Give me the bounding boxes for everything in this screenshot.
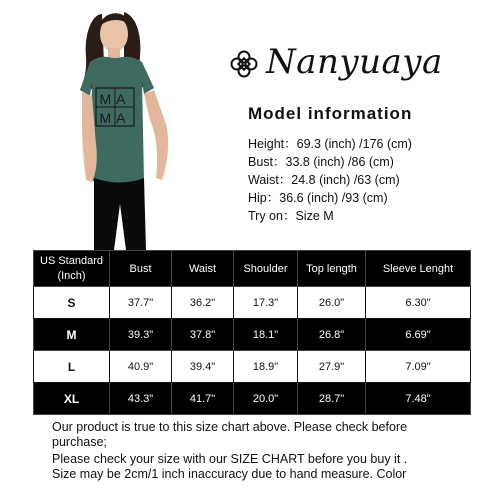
size-label: S xyxy=(34,287,110,319)
table-cell: 7.09" xyxy=(366,351,471,383)
table-cell: 36.2" xyxy=(172,287,234,319)
table-cell: 39.4" xyxy=(172,351,234,383)
table-cell: 18.1" xyxy=(234,319,298,351)
table-cell: 28.7" xyxy=(298,383,366,415)
table-cell: 26.8" xyxy=(298,319,366,351)
size-note xyxy=(52,420,492,482)
model-pants xyxy=(94,178,146,250)
brand-name: Nanyuaya xyxy=(266,42,443,82)
table-row xyxy=(34,319,471,351)
shirt-print-line1: MA xyxy=(99,91,131,107)
table-cell: 17.3" xyxy=(234,287,298,319)
table-cell: 7.48" xyxy=(366,383,471,415)
note-line: Our product is true to this size chart above. Please check before xyxy=(52,420,408,434)
table-cell: 37.8" xyxy=(172,319,234,351)
table-cell: 26.0" xyxy=(298,287,366,319)
table-row xyxy=(34,383,471,415)
size-label: L xyxy=(34,351,110,383)
table-cell: 6.69" xyxy=(366,319,471,351)
model-waist: Waist：24.8 (inch) /63 (cm) xyxy=(248,173,400,187)
header-bust: Bust xyxy=(110,251,172,287)
table-cell: 20.0" xyxy=(234,383,298,415)
model-try-on: Try on：Size M xyxy=(248,209,334,223)
header-waist: Waist xyxy=(172,251,234,287)
header-shoulder: Shoulder xyxy=(234,251,298,287)
table-cell: 18.9" xyxy=(234,351,298,383)
header-sleeve-length: Sleeve Lenght xyxy=(366,251,471,287)
header-top-length: Top length xyxy=(298,251,366,287)
model-hip: Hip：36.6 (inch) /93 (cm) xyxy=(248,191,388,205)
model-info-title: Model information xyxy=(248,104,413,123)
brand-header xyxy=(228,40,468,100)
table-cell: 40.9" xyxy=(110,351,172,383)
model-info-list xyxy=(248,135,412,225)
note-line: purchase; xyxy=(52,435,107,449)
table-header-row xyxy=(34,251,471,287)
header-us-standard: US Standard (Inch) xyxy=(34,251,110,287)
table-cell: 41.7" xyxy=(172,383,234,415)
table-cell: 37.7" xyxy=(110,287,172,319)
table-cell: 39.3" xyxy=(110,319,172,351)
size-chart-table xyxy=(33,250,471,415)
table-cell: 43.3" xyxy=(110,383,172,415)
quatrefoil-knot-icon xyxy=(228,48,260,80)
model-bust: Bust：33.8 (inch) /86 (cm) xyxy=(248,155,394,169)
note-line: Size may be 2cm/1 inch inaccuracy due to hand measure. Color xyxy=(52,467,407,481)
model-photo xyxy=(62,4,182,250)
model-height: Height：69.3 (inch) /176 (cm) xyxy=(248,137,412,151)
note-line: Please check your size with our SIZE CHART before you buy it . xyxy=(52,452,408,466)
table-row xyxy=(34,287,471,319)
size-label: M xyxy=(34,319,110,351)
table-row xyxy=(34,351,471,383)
shirt-print-line2: MA xyxy=(99,110,131,126)
table-cell: 27.9" xyxy=(298,351,366,383)
table-cell: 6.30" xyxy=(366,287,471,319)
size-label: XL xyxy=(34,383,110,415)
